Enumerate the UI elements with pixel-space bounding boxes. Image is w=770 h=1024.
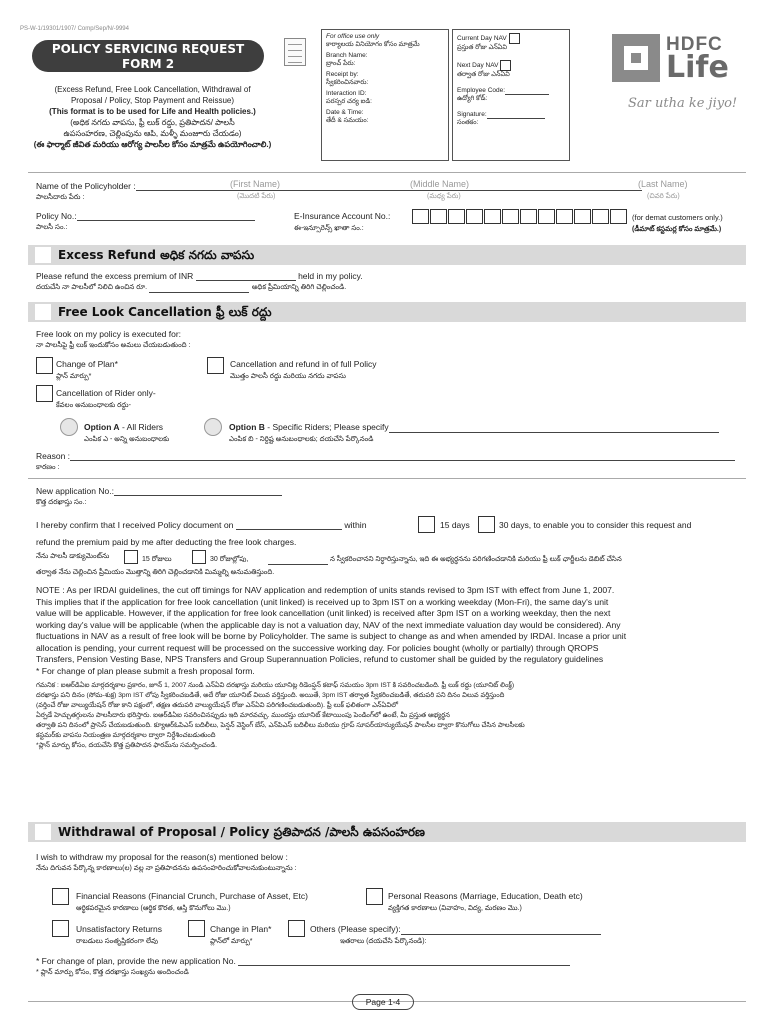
withdrawal-new-app-row <box>36 956 570 978</box>
form-subtitle <box>20 84 285 150</box>
first-name-hint: (First Name) <box>230 179 280 189</box>
excess-refund-checkbox[interactable] <box>35 247 51 263</box>
employee-code-field[interactable] <box>505 94 549 95</box>
others-field[interactable] <box>401 934 601 935</box>
section-withdrawal <box>28 822 746 842</box>
next-nav-checkbox[interactable] <box>500 60 511 71</box>
first-name-hint-te: (మొదటి పేరు) <box>237 193 276 200</box>
datetime-label: Date & Time: <box>326 109 364 116</box>
excess-refund-heading: Excess Refund అధిక నగదు వాపసు <box>58 248 255 262</box>
personal-reasons-label <box>388 891 583 914</box>
signature-label: Signature: <box>457 111 487 118</box>
office-use-box <box>321 29 449 161</box>
confirm-within: within <box>344 520 367 530</box>
policyholder-name-row <box>36 181 642 203</box>
subtitle-te-note: (ఈ ఫార్మాట్ జీవిత మరియు ఆరోగ్య పాలసీల కోసం మాత్రమే ఉపయోగించాలి.) <box>33 140 272 149</box>
free-look-intro-te: నా పాలసీపై ఫ్రీ లుక్ ఇందుకోసం అమలు చేయబడుతుంది : <box>36 342 191 349</box>
15-days-te-checkbox[interactable] <box>124 550 138 564</box>
current-nav-label-te: ప్రస్తుత రోజు ఎన్ఏవి <box>457 44 508 51</box>
excess-text-1: Please refund the excess premium of INR <box>36 271 194 281</box>
change-in-plan-en: Change in Plan* <box>210 924 272 934</box>
signature-label-te: సంతకం: <box>457 119 479 126</box>
free-look-intro <box>36 329 190 351</box>
30-days-label: 30 days, to enable you to consider this request and <box>499 520 692 530</box>
last-name-hint-te: (చివరి పేరు) <box>647 193 680 200</box>
excess-text-2: held in my policy. <box>298 271 363 281</box>
new-app-label: New application No.: <box>36 486 114 496</box>
reason-label-te: కారణం : <box>36 464 60 471</box>
financial-reasons-label <box>76 891 308 914</box>
15-days-label: 15 days <box>440 520 470 530</box>
30-days-te-label: 30 రోజుల్లోపు, <box>210 556 249 563</box>
withdrawal-intro-en: I wish to withdraw my proposal for the reason(s) mentioned below : <box>36 852 288 862</box>
note-te-line: గమనిక : ఐఆర్‌డిఏఐ మార్గదర్శకాల ప్రకారం, జూన్ 1, 2007 నుండి ఎన్ఏవి దరఖాస్తు మరియు యూనిట్ల రిడెంప్షన్ కటాఫ్ సమయం 3pm IST కి సవరించబడింది. ఫ్రీ లుక్ రద్దు (యూనిట్ లింక్డ్) <box>36 682 515 689</box>
employee-code-label-te: ఉద్యోగి కోడ్: <box>457 95 488 102</box>
30-days-checkbox[interactable] <box>478 516 495 533</box>
middle-name-hint-te: (మధ్య పేరు) <box>427 193 461 200</box>
policy-doc-date-field[interactable] <box>236 529 342 530</box>
note-line: This implies that if the application for free look cancellation (unit linked) is received up to 3pm IST on a working weekday (Mon-Fri), the same day's unit <box>36 596 609 607</box>
confirm-te-2-wrap <box>268 554 622 565</box>
confirm-te-2: న స్వీకరించానని నిర్ధారిస్తున్నాను, ఇది ఈ అభ్యర్థనను పరిగణించడానికి మరియు ఫ్రీ లుక్ ఛార్జీలను డెబిట్ చేసిన <box>329 556 622 563</box>
next-nav-label: Next Day NAV <box>457 62 499 70</box>
new-app-row <box>36 486 282 508</box>
logo-tagline: Sar utha ke jiyo! <box>628 96 738 111</box>
form-header <box>20 26 760 166</box>
confirm-te-line <box>36 553 109 562</box>
signature-field[interactable] <box>487 118 545 119</box>
note-line: value will be applicable. However, if the application for free look cancellation (unit linked) is received after 3pm IST on a working weekday, then the next <box>36 608 611 618</box>
change-of-plan-en: Change of Plan* <box>56 359 118 369</box>
option-a-rest: - All Riders <box>119 422 164 432</box>
note-te-line: *ప్లాన్ మార్పు కోసం, దయచేసి కొత్త ప్రతిపాదన ఫారమ్‌ను సమర్పించండి. <box>36 742 217 749</box>
page-number: Page 1-4 <box>352 994 414 1010</box>
free-look-note-te <box>36 681 740 751</box>
note-te-line: తర్వాతి పని దినంలో ప్రాసెస్ చేయబడుతుంది. క్యూఆర్ఓపిఎస్ బదిలీలు, పెన్షన్ వెస్టింగ్ బేస్, ఎన్‌పిఎస్ బదిలీలు మరియు గ్రూప్ సూపర్‌యాన్యుయేషన్ పాలసీల ద్వారా కొనుగోలు చేసిన పాలసీలకు <box>36 722 525 729</box>
note-line: working day's value will be applicable (when the applicable day is not a valuation day, NAV of the next immediate valuation day would be considered). Any <box>36 619 621 630</box>
note-te-line: కస్టమర్‌కు వాపసు నియంత్రణ మార్గదర్శకాల ద్వారా నిర్దేశించబడుతుంది <box>36 732 216 739</box>
reason-row <box>36 451 735 473</box>
logo-brand: HDFC <box>666 34 723 55</box>
subtitle-line: Proposal / Policy, Stop Payment and Reissue) <box>70 96 235 105</box>
change-of-plan-te: ప్లాన్ మార్పు* <box>56 373 92 380</box>
policy-doc-date-te-field[interactable] <box>268 564 328 565</box>
hdfc-life-logo <box>612 34 762 114</box>
note-line: Transfers, Pension Vesting Base, NPS Transfers and Group Superannuation Policies, refund to customer shall be guided by the regulatory guidelines <box>36 654 604 664</box>
note-te-line: దరఖాస్తు పని దినం (సోమ-శుక్ర) 3pm IST లోపు స్వీకరించబడితే, అదే రోజు యూనిట్ విలువ వర్తిస్తుంది. అయితే, 3pm IST తర్వాత స్వీకరించబడితే, తదుపరి పని దినం విలువ వర్తిస్తుంది <box>36 692 505 699</box>
document-icon <box>284 38 306 66</box>
branch-label: Branch Name: <box>326 52 368 59</box>
logo-mark-icon <box>612 34 660 82</box>
change-in-plan-checkbox[interactable] <box>188 920 205 937</box>
datetime-label-te: తేదీ & సమయం: <box>326 117 369 124</box>
subtitle-note: (This format is to be used for Life and Health policies.) <box>49 107 256 116</box>
withdrawal-heading: Withdrawal of Proposal / Policy ప్రతిపాదన /పాలసీ ఉపసంహరణ <box>58 825 425 839</box>
eia-label-group <box>294 211 390 234</box>
option-a-label <box>84 422 169 445</box>
policy-no-label: Policy No.: <box>36 211 77 221</box>
free-look-checkbox[interactable] <box>35 304 51 320</box>
excess-refund-text <box>36 271 363 293</box>
option-b-rest: - Specific Riders; Please specify <box>264 422 389 432</box>
option-a-radio[interactable] <box>60 418 78 436</box>
current-nav-label: Current Day NAV <box>457 35 507 43</box>
others-te: ఇతరాలు (దయచేసి పేర్కొనండి): <box>340 938 427 945</box>
demat-note-te: (డీమాట్ కస్టమర్ల కోసం మాత్రమే.) <box>632 226 722 233</box>
form-title <box>32 40 264 83</box>
confirm-text-1: I hereby confirm that I received Policy document on <box>36 520 234 530</box>
cancel-rider-checkbox[interactable] <box>36 385 53 402</box>
unsatisfactory-returns-label <box>76 924 162 947</box>
policy-number-row <box>36 211 255 233</box>
employee-code-label: Employee Code: <box>457 87 506 94</box>
excess-amount-field[interactable] <box>196 280 296 281</box>
section-excess-refund <box>28 245 746 265</box>
withdrawal-intro-te: నేను దిగువన పేర్కొన్న కారణాలు(ల) వల్ల నా ప్రతిపాదనను ఉపసంహరించుకోవాలనుకుంటున్నాను : <box>36 865 297 872</box>
change-in-plan-te: ప్లాన్‌లో మార్పు* <box>210 938 253 945</box>
next-nav-label-te: తర్వాత రోజు ఎన్ఏవి <box>457 71 510 78</box>
unsatisfactory-en: Unsatisfactory Returns <box>76 924 162 934</box>
personal-te: వ్యక్తిగత కారణాలు (వివాహం, విద్య, మరణం మొ.) <box>388 905 522 912</box>
free-look-note <box>36 585 740 677</box>
financial-te: ఆర్థికపరమైన కారణాలు (ఆర్థిక కొరత, ఆస్తి కొనుగోలు మొ.) <box>76 905 231 912</box>
cancel-full-te: మొత్తం పాలసీ రద్దు మరియు నగదు వాపసు <box>230 373 346 380</box>
withdrawal-new-app-field[interactable] <box>238 965 570 966</box>
logo-product: Life <box>666 50 729 85</box>
nav-box <box>452 29 570 161</box>
divider <box>28 478 746 479</box>
financial-reasons-checkbox[interactable] <box>52 888 69 905</box>
interaction-label: Interaction ID: <box>326 90 367 97</box>
subtitle-te-line: ఉపసంహరణ, చెల్లింపును ఆపి, మళ్ళీ మంజూరు చేయడం) <box>63 129 242 138</box>
office-title-te: కార్యాలయ వినియోగం కోసం మాత్రమే <box>326 41 420 48</box>
reason-label: Reason : <box>36 451 71 461</box>
office-title: For office use only <box>326 33 380 40</box>
change-of-plan-checkbox[interactable] <box>36 357 53 374</box>
personal-en: Personal Reasons (Marriage, Education, Death etc) <box>388 891 583 901</box>
policyholder-name-field[interactable] <box>136 190 642 191</box>
excess-amount-field-te[interactable] <box>149 292 249 293</box>
30-days-te-checkbox[interactable] <box>192 550 206 564</box>
section-free-look <box>28 302 746 322</box>
cancel-rider-en: Cancellation of Rider only- <box>56 388 156 398</box>
15-days-checkbox[interactable] <box>418 516 435 533</box>
cancel-full-policy-label <box>230 359 376 382</box>
name-label: Name of the Policyholder : <box>36 181 136 191</box>
confirm-te-1: నేను పాలసీ డాక్యుమెంట్‌ను <box>36 553 110 560</box>
demat-note-en: (for demat customers only.) <box>632 213 723 222</box>
form-title-te: పాలసీ సర్వీసింగ్ అభ్యర్థన ఫారమ్ 2 <box>90 73 206 83</box>
option-b-title: Option B <box>229 422 265 432</box>
name-label-te: పాలసీదారు పేరు : <box>36 194 85 201</box>
subtitle-line: (Excess Refund, Free Look Cancellation, Withdrawal of <box>54 85 251 94</box>
new-app-label-te: కొత్త దరఖాస్తు సం.: <box>36 499 87 506</box>
specific-riders-field[interactable] <box>389 432 719 433</box>
change-of-plan-label <box>56 359 118 382</box>
form-code: PS-W-1/19301/1907/ Comp/Sep/N/-9994 <box>20 26 129 32</box>
interaction-label-te: పరస్పర చర్య ఐడి: <box>326 98 372 105</box>
note-line: fluctuations in NAV as a result of free look will be borne by Policyholder. The same is subject to change as and when amended by IRDAI. Incase a prior unit <box>36 631 627 641</box>
middle-name-hint: (Middle Name) <box>410 179 470 189</box>
personal-reasons-checkbox[interactable] <box>366 888 383 905</box>
unsatisfactory-returns-checkbox[interactable] <box>52 920 69 937</box>
policy-no-label-te: పాలసీ సం.: <box>36 224 68 231</box>
note-line: NOTE : As per IRDAI guidelines, the cut off timings for NAV application and redemption of units stands revised to 3pm IST with effect from June 1, 2007. <box>36 585 615 595</box>
demat-note <box>632 212 723 235</box>
policy-no-field[interactable] <box>77 220 255 221</box>
receipt-label-te: స్వీకరించినవారు: <box>326 79 369 86</box>
cancel-full-en: Cancellation and refund in of full Policy <box>230 359 377 369</box>
withdrawal-new-app-label: * For change of plan, provide the new application No. <box>36 956 236 966</box>
new-app-field[interactable] <box>114 495 282 496</box>
current-nav-checkbox[interactable] <box>509 33 520 44</box>
option-b-te: ఎంపిక బి - నిర్దిష్ట అనుబంధాలకు; దయచేసి పేర్కొనండి <box>229 436 374 443</box>
15-days-te-label: 15 రోజులు <box>142 556 172 563</box>
confirm-line-3: refund the premium paid by me after deducting the free look charges. <box>36 537 297 547</box>
option-a-te: ఎంపిక ఎ - అన్ని అనుబంధాలకు <box>84 436 170 443</box>
confirm-te-3: తర్వాత నేను చెల్లించిన ప్రీమియం మొత్తాన్ని తిరిగి చెల్లించడానికి మిమ్మల్ని అనుమతిస్తుంది. <box>36 569 275 576</box>
receipt-label: Receipt by: <box>326 71 359 78</box>
reason-field[interactable] <box>70 460 735 461</box>
cancel-full-policy-checkbox[interactable] <box>207 357 224 374</box>
subtitle-te-line: (అధిక నగదు వాపసు, ఫ్రీ లుక్ రద్దు, ప్రతిపాదన/ పాలసీ <box>70 118 235 127</box>
others-en: Others (Please specify): <box>310 924 401 934</box>
cancel-rider-label <box>56 388 156 411</box>
note-line: * For change of plan please submit a fresh proposal form. <box>36 665 255 676</box>
free-look-heading: Free Look Cancellation ఫ్రీ లుక్ రద్దు <box>58 305 272 319</box>
withdrawal-checkbox[interactable] <box>35 824 51 840</box>
option-a-title: Option A <box>84 422 120 432</box>
divider <box>28 172 746 173</box>
eia-label-te: ఈ-ఇన్సూరెన్స్ ఖాతా సం.: <box>294 225 364 232</box>
withdrawal-intro <box>36 852 297 874</box>
free-look-intro-en: Free look on my policy is executed for: <box>36 329 182 339</box>
note-te-line: (వర్తించే రోజు వాల్యుయేషన్ రోజు కాని పక్షంలో, తక్షణ తదుపరి వాల్యుయేషన్ రోజు ఎన్ఏవి పరిగణించబడుతుంది). ఫ్రీ లుక్ ఫలితంగా ఎన్ఏవిలో <box>36 702 399 709</box>
branch-label-te: బ్రాంచ్ పేరు: <box>326 60 356 67</box>
unsatisfactory-te: రాబడులు సంతృప్తికరంగా లేవు <box>76 938 158 945</box>
option-b-label <box>229 422 719 445</box>
confirm-line-1 <box>36 520 367 530</box>
note-te-line: ఏర్పడే హెచ్చుతగ్గులను పాలసీదారు భరిస్తారు. ఐఆర్‌డిఏఐ సవరించినప్పుడు ఇది మారవచ్చు. ముందస్తు యూనిట్ కేటాయింపు పెండింగ్‌లో ఉంటే, మీ ప్రస్తుత అభ్యర్థన <box>36 712 450 719</box>
cancel-rider-te: కేవలం అనుబంధాలకు రద్దు- <box>56 402 131 409</box>
excess-text-te-2: అధిక ప్రీమియాన్ని తిరిగి చెల్లించండి. <box>251 284 347 291</box>
last-name-hint: (Last Name) <box>638 179 688 189</box>
eia-number-boxes[interactable] <box>412 209 628 224</box>
option-b-radio[interactable] <box>204 418 222 436</box>
withdrawal-new-app-label-te: * ప్లాన్ మార్పు కోసం, కొత్త దరఖాస్తు సంఖ్యను అందించండి <box>36 969 189 976</box>
change-in-plan-label <box>210 924 271 947</box>
others-checkbox[interactable] <box>288 920 305 937</box>
others-label <box>310 924 601 947</box>
note-line: allocation is pending, your current request will be processed on the successive working day. For policies bought (wholly or partially) through QROPS <box>36 642 599 653</box>
financial-en: Financial Reasons (Financial Crunch, Purchase of Asset, Etc) <box>76 891 308 901</box>
eia-label: E-Insurance Account No.: <box>294 211 391 221</box>
form-title-en: POLICY SERVICING REQUEST FORM 2 <box>51 42 245 71</box>
excess-text-te-1: దయచేసి నా పాలసీలో నిలిచి ఉంచిన రూ. <box>36 284 148 291</box>
